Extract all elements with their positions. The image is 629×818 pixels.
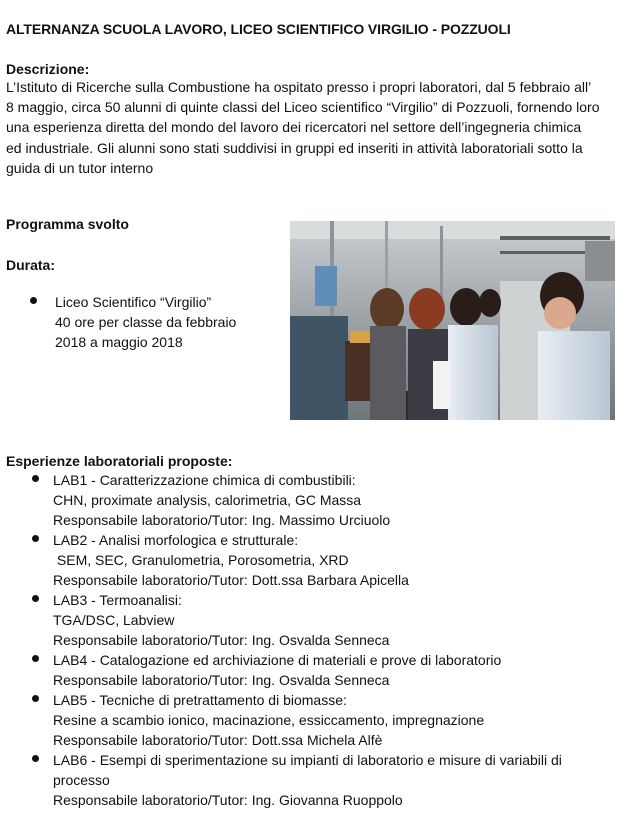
lab-title: LAB1 - Caratterizzazione chimica di combustibili: bbox=[53, 472, 356, 488]
lab-title: LAB6 - Esempi di sperimentazione su impianti di laboratorio e misure di variabili di bbox=[53, 752, 562, 768]
lab-tutor: Responsabile laboratorio/Tutor: Dott.ssa Barbara Apicella bbox=[53, 572, 409, 588]
bullet-icon bbox=[32, 755, 39, 762]
durata-line: Liceo Scientifico “Virgilio” bbox=[55, 294, 212, 310]
bullet-icon bbox=[32, 695, 39, 702]
bullet-icon bbox=[32, 655, 39, 662]
description-text bbox=[6, 77, 626, 178]
esperienze-heading: Esperienze laboratoriali proposte: bbox=[6, 453, 233, 469]
bullet-icon bbox=[32, 535, 39, 542]
lab-title: LAB5 - Tecniche di pretrattamento di biomasse: bbox=[53, 692, 347, 708]
lab-title: LAB4 - Catalogazione ed archiviazione di materiali e prove di laboratorio bbox=[53, 652, 502, 668]
lab-detail: CHN, proximate analysis, calorimetria, GC Massa bbox=[53, 492, 362, 508]
description-line: guida di un tutor interno bbox=[6, 159, 154, 176]
lab-title: LAB2 - Analisi morfologica e strutturale: bbox=[53, 532, 299, 548]
description-line: 8 maggio, circa 50 alunni di quinte classi del Liceo scientifico “Virgilio” di Pozzuoli, fornendo loro bbox=[6, 99, 600, 116]
page-title: ALTERNANZA SCUOLA LAVORO, LICEO SCIENTIFICO VIRGILIO - POZZUOLI bbox=[6, 21, 511, 37]
lab-tutor: Responsabile laboratorio/Tutor: Dott.ssa Michela Alfè bbox=[53, 732, 383, 748]
lab-tutor: Responsabile laboratorio/Tutor: Ing. Giovanna Ruoppolo bbox=[53, 792, 403, 808]
description-line: una esperienza diretta del mondo del lavoro dei ricercatori nel settore dell’ingegneria chimica bbox=[6, 119, 582, 136]
bullet-icon bbox=[30, 297, 37, 304]
description-heading: Descrizione: bbox=[6, 61, 90, 77]
programma-heading: Programma svolto bbox=[6, 216, 129, 232]
lab-title: LAB3 - Termoanalisi: bbox=[53, 592, 182, 608]
lab-detail: processo bbox=[53, 772, 110, 788]
durata-line: 2018 a maggio 2018 bbox=[55, 334, 183, 350]
bullet-icon bbox=[32, 475, 39, 482]
lab-detail: SEM, SEC, Granulometria, Porosometria, XRD bbox=[53, 552, 349, 568]
lab-detail: TGA/DSC, Labview bbox=[53, 612, 175, 628]
durata-heading: Durata: bbox=[6, 257, 56, 273]
description-line: ed industriale. Gli alunni sono stati suddivisi in gruppi ed inseriti in attività laboratoriali sotto la bbox=[6, 139, 583, 156]
durata-line: 40 ore per classe da febbraio bbox=[55, 314, 237, 330]
lab-tutor: Responsabile laboratorio/Tutor: Ing. Massimo Urciuolo bbox=[53, 512, 391, 528]
description-line: L’Istituto di Ricerche sulla Combustione ha ospitato presso i propri laboratori, dal 5 febbraio all’ bbox=[6, 79, 592, 95]
laboratory-photo bbox=[290, 221, 615, 420]
bullet-icon bbox=[32, 595, 39, 602]
lab-tutor: Responsabile laboratorio/Tutor: Ing. Osvalda Senneca bbox=[53, 672, 390, 688]
lab-detail: Resine a scambio ionico, macinazione, essiccamento, impregnazione bbox=[53, 712, 485, 728]
lab-tutor: Responsabile laboratorio/Tutor: Ing. Osvalda Senneca bbox=[53, 632, 390, 648]
